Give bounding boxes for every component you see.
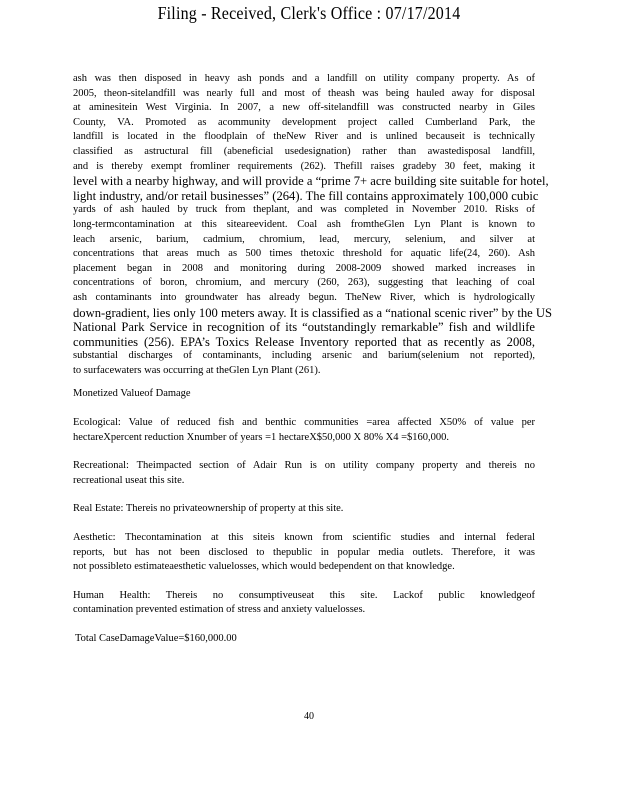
text-line: National Park Service in recognition of its “outstandingly remarkable” fish and wildlife: [73, 320, 535, 335]
page-number: 40: [304, 711, 314, 722]
text-line: 2005, theon-sitelandfill was nearly full and most of theash was being hauled away for disposal: [73, 87, 535, 99]
ecological-paragraph: [73, 416, 535, 445]
text-line: Human Health: Thereis no consumptiveuseat this site. Lackof public knowledgeof: [73, 589, 535, 601]
human-health-paragraph: [73, 589, 535, 618]
text-line: Recreational: Theimpacted section of Adair Run is on utility company property and thereis no: [73, 460, 535, 472]
text-line: yards of ash hauled by truck from theplant, and was completed in November 2010. Risks of: [73, 204, 535, 216]
text-line: reports, but has not been disclosed to thepublic in popular media outlets. Therefore, it was: [73, 546, 535, 558]
text-line: long-termcontamination at this siteareevident. Coal ash fromtheGlen Lyn Plant is known to: [73, 218, 535, 230]
text-line: to surfacewaters was occurring at theGlen Lyn Plant (261).: [73, 364, 321, 376]
text-line: and is thereby exempt fromliner requirements (262). Thefill raises gradeby 30 feet, making it: [73, 160, 535, 172]
text-line: leach arsenic, barium, cadmium, chromium, lead, mercury, selenium, and silver at: [73, 233, 535, 245]
text-line: at aminesitein West Virginia. In 2007, a new off-sitelandfill was constructed nearby in Giles: [73, 102, 535, 114]
text-line: substantial discharges of contaminants, including arsenic and barium(selenium not reported),: [73, 350, 535, 362]
text-line: Real Estate: Thereis no privateownership of property at this site.: [73, 503, 344, 515]
text-line: level with a nearby highway, and will provide a “prime 7+ acre building site suitable for hotel,: [73, 174, 549, 189]
aesthetic-paragraph: [73, 531, 535, 575]
text-line: ash was then disposed in heavy ash ponds and a landfill on utility company property. As of: [73, 73, 535, 84]
real-estate-paragraph: [73, 502, 535, 517]
total-case-damage-value: Total CaseDamageValue=$160,000.00: [75, 633, 237, 644]
text-line: concentrations that areas much as 500 times thetoxic threshold for aquatic life(24, 260). Ash: [73, 248, 535, 260]
text-line: landfill is located in the floodplain of theNew River and is unlined becauseit is technically: [73, 131, 535, 143]
main-paragraph: [73, 72, 552, 378]
monetized-heading: Monetized Valueof Damage: [73, 388, 191, 400]
text-line: County, VA. Promoted as acommunity development project called Cumberland Park, the: [73, 116, 535, 128]
text-line: not possibleto estimateaesthetic valuelosses, which would bedependent on that knowledge.: [73, 561, 455, 573]
text-line: contamination prevented estimation of stress and anxiety valuelosses.: [73, 604, 366, 616]
text-line: communities (256). EPA’s Toxics Release Inventory reported that as recently as 2008,: [73, 334, 535, 349]
text-line: light industry, and/or retail businesses” (264). The fill contains approximately 100,000 cubic: [73, 188, 539, 203]
recreational-paragraph: [73, 459, 535, 488]
text-line: ash contaminants into groundwater has already begun. TheNew River, which is hydrologically: [73, 291, 535, 303]
text-line: recreational useat this site.: [73, 474, 185, 486]
text-line: hectareXpercent reduction Xnumber of years =1 hectareX$50,000 X 80% X4 =$160,000.: [73, 431, 450, 443]
document-body: [73, 72, 552, 647]
text-line: Aesthetic: Thecontamination at this siteis known from scientific studies and internal federal: [73, 532, 535, 544]
text-line: down-gradient, lies only 100 meters away. It is classified as a “national scenic river” by the US: [73, 305, 552, 320]
text-line: placement began in 2008 and monitoring during 2008-2009 showed marked increases in: [73, 262, 535, 274]
text-line: Ecological: Value of reduced fish and benthic communities =area affected X50% of value per: [73, 417, 535, 429]
filing-header: Filing - Received, Clerk's Office : 07/17/2014: [157, 4, 461, 24]
text-line: classified as astructural fill (abeneficial usedesignation) rather than awastedisposal landfill,: [73, 145, 535, 157]
text-line: concentrations of boron, chromium, and mercury (260, 263), suggesting that leaching of coal: [73, 277, 535, 289]
